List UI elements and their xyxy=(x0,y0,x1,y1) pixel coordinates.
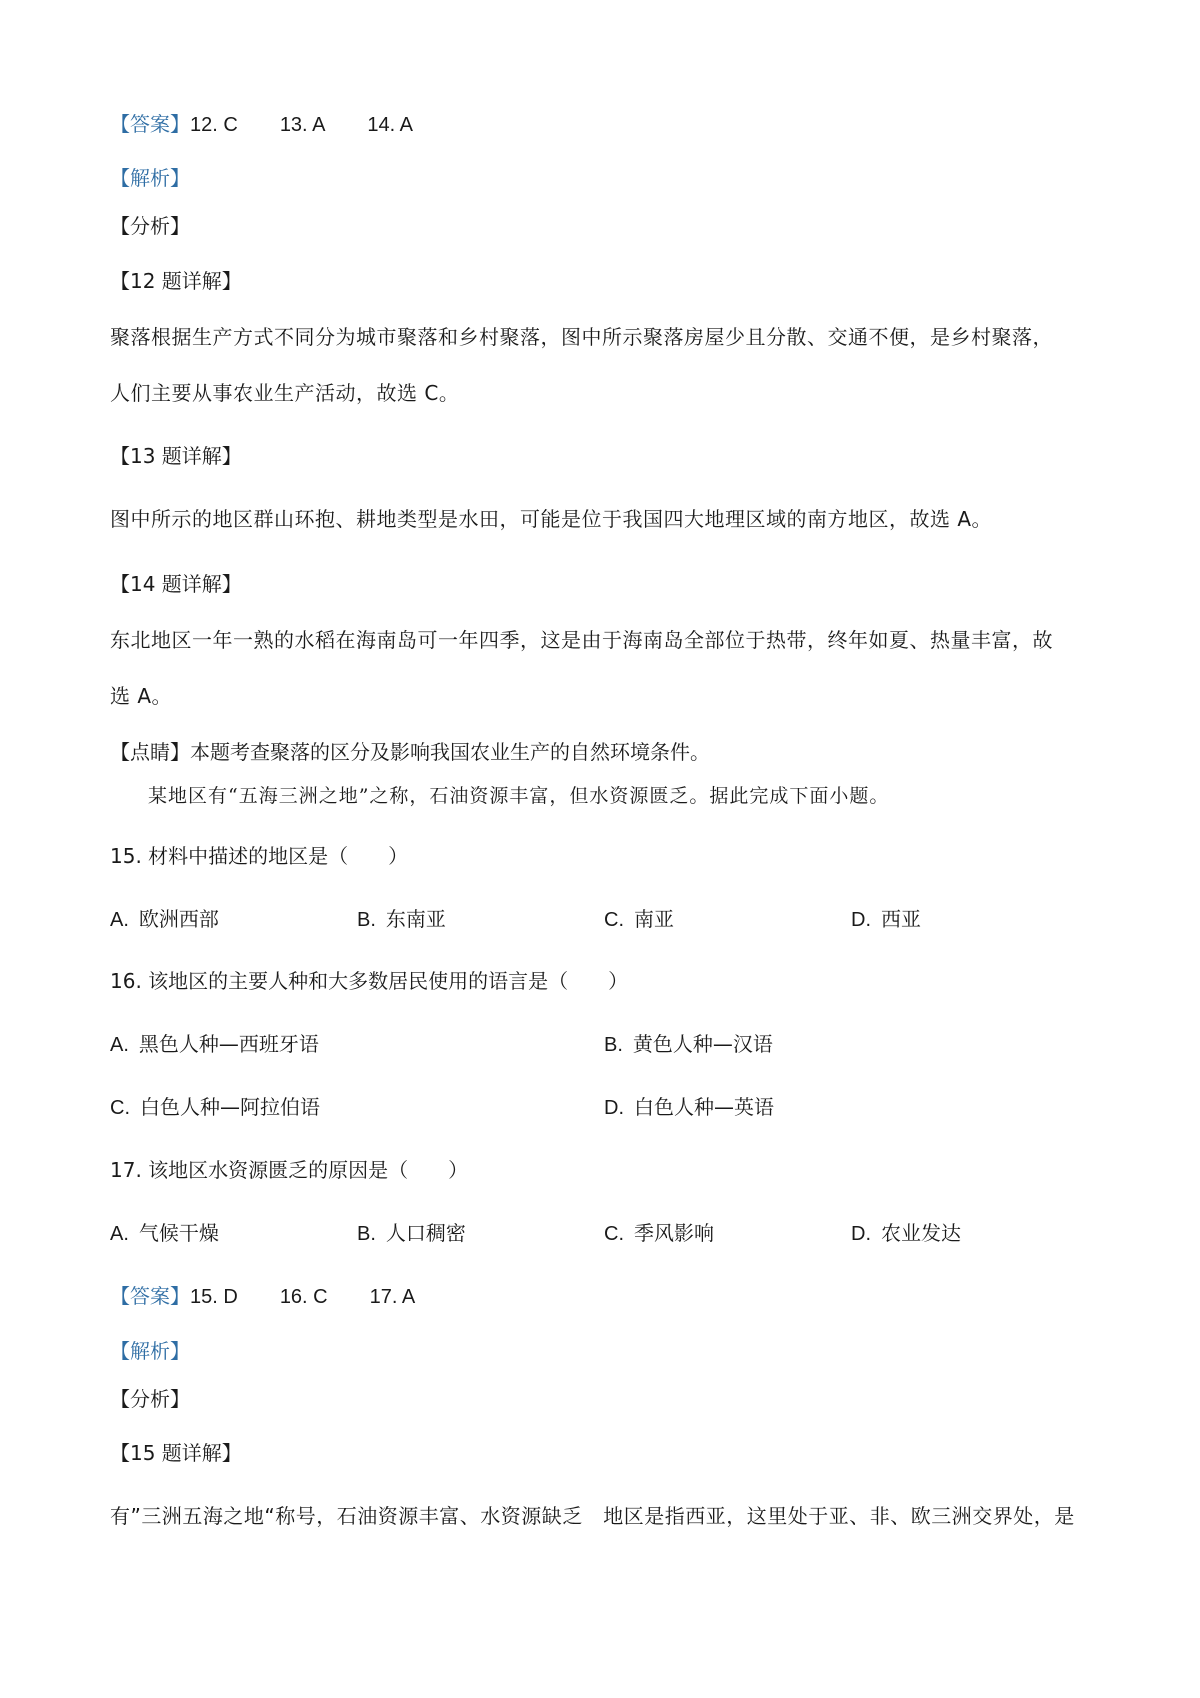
q17-option-c: C. 季风影响 xyxy=(604,1221,714,1245)
answer-line-1 xyxy=(110,110,413,139)
analysis-tag-2: 【解析】 xyxy=(110,1339,190,1363)
q16-option-b: B. 黄色人种—汉语 xyxy=(604,1032,773,1056)
q12-title: 【12 题详解】 xyxy=(110,269,242,293)
q13-title: 【13 题详解】 xyxy=(110,444,242,468)
analysis-tag-1: 【解析】 xyxy=(110,166,190,190)
q12-line-1: 聚落根据生产方式不同分为城市聚落和乡村聚落，图中所示聚落房屋少且分散、交通不便，是乡村聚落， xyxy=(110,325,1053,349)
answer-tag: 【答案】 xyxy=(110,112,190,136)
q12-line-2: 人们主要从事农业生产活动，故选 C。 xyxy=(110,381,460,405)
q15-line-1: 有”三洲五海之地“称号，石油资源丰富、水资源缺乏 地区是指西亚，这里处于亚、非、欧三洲交界处，是 xyxy=(110,1504,1075,1528)
q15-option-d: D. 西亚 xyxy=(851,907,921,931)
fenxi-tag-1: 【分析】 xyxy=(110,214,190,238)
q13-line-1: 图中所示的地区群山环抱、耕地类型是水田，可能是位于我国四大地理区域的南方地区，故选 A。 xyxy=(110,507,993,531)
q14-line-1: 东北地区一年一熟的水稻在海南岛可一年四季，这是由于海南岛全部位于热带，终年如夏、热量丰富，故 xyxy=(110,628,1053,652)
q14-title: 【14 题详解】 xyxy=(110,572,242,596)
answer-tag-2: 【答案】 xyxy=(110,1284,190,1308)
q16-option-c: C. 白色人种—阿拉伯语 xyxy=(110,1095,320,1119)
dianjing-note: 【点睛】本题考查聚落的区分及影响我国农业生产的自然环境条件。 xyxy=(110,740,710,764)
answer-17: 17. A xyxy=(369,1286,416,1308)
answer-line-2 xyxy=(110,1282,415,1311)
q15-stem: 15. 材料中描述的地区是（ ） xyxy=(110,844,409,868)
q17-option-a: A. 气候干燥 xyxy=(110,1221,219,1245)
q16-stem: 16. 该地区的主要人种和大多数居民使用的语言是（ ） xyxy=(110,969,629,993)
answer-13: 13. A xyxy=(279,114,326,136)
q15-option-c: C. 南亚 xyxy=(604,907,674,931)
answer-14: 14. A xyxy=(367,114,414,136)
q15-option-b: B. 东南亚 xyxy=(357,907,446,931)
answer-12: 12. C xyxy=(190,114,238,136)
q17-option-b: B. 人口稠密 xyxy=(357,1221,466,1245)
q15-option-a: A. 欧洲西部 xyxy=(110,907,219,931)
answer-15: 15. D xyxy=(190,1286,238,1308)
q16-option-a: A. 黑色人种—西班牙语 xyxy=(110,1032,319,1056)
answer-16: 16. C xyxy=(279,1286,328,1308)
q14-line-2: 选 A。 xyxy=(110,684,173,708)
q17-stem: 17. 该地区水资源匮乏的原因是（ ） xyxy=(110,1158,469,1182)
fenxi-tag-2: 【分析】 xyxy=(110,1387,190,1411)
material-text: 某地区有“五海三洲之地”之称，石油资源丰富，但水资源匮乏。据此完成下面小题。 xyxy=(148,785,890,807)
q16-option-d: D. 白色人种—英语 xyxy=(604,1095,774,1119)
q17-option-d: D. 农业发达 xyxy=(851,1221,961,1245)
q15-title: 【15 题详解】 xyxy=(110,1441,242,1465)
